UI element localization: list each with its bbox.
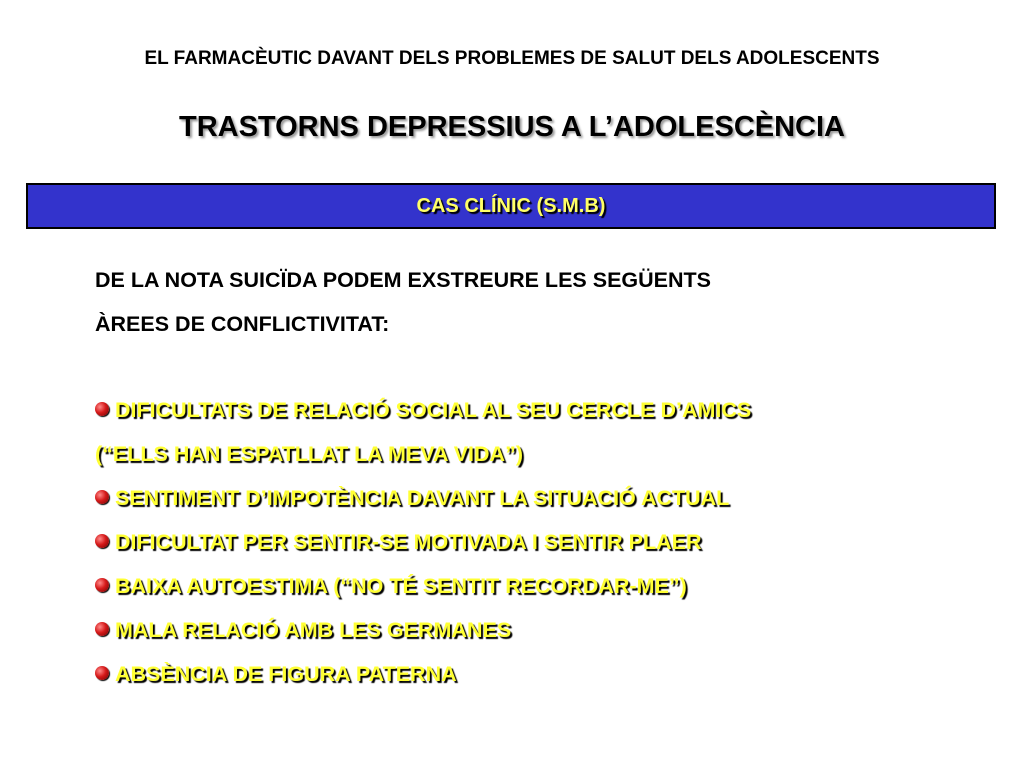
list-item xyxy=(95,564,995,608)
intro-line-1: DE LA NOTA SUICÏDA PODEM EXSTREURE LES SEGÜENTS xyxy=(95,268,711,292)
list-item-text: SENTIMENT D’IMPOTÈNCIA DAVANT LA SITUACIÓ ACTUAL xyxy=(115,486,730,510)
intro-line-2: ÀREES DE CONFLICTIVITAT: xyxy=(95,312,390,336)
bullet-icon xyxy=(95,622,109,636)
slide-header: EL FARMACÈUTIC DAVANT DELS PROBLEMES DE SALUT DELS ADOLESCENTS xyxy=(144,48,880,69)
list-item-text: DIFICULTAT PER SENTIR-SE MOTIVADA I SENTIR PLAER xyxy=(115,530,702,554)
list-item-text: BAIXA AUTOESTIMA (“NO TÉ SENTIT RECORDAR-ME”) xyxy=(115,574,687,598)
list-item xyxy=(95,652,995,696)
list-item-continuation: (“ELLS HAN ESPATLLAT LA MEVA VIDA”) xyxy=(95,442,523,466)
bullet-icon xyxy=(95,578,109,592)
list-item xyxy=(95,520,995,564)
intro-text xyxy=(95,258,975,346)
list-item xyxy=(95,476,995,520)
list-item-text: ABSÈNCIA DE FIGURA PATERNA xyxy=(115,662,457,686)
slide-title: TRASTORNS DEPRESSIUS A L’ADOLESCÈNCIA xyxy=(178,111,845,143)
case-banner xyxy=(26,183,996,229)
bullet-icon xyxy=(95,402,109,416)
case-banner-label: CAS CLÍNIC (S.M.B) xyxy=(416,194,606,217)
list-item xyxy=(95,608,995,652)
bullet-icon xyxy=(95,534,109,548)
bullet-icon xyxy=(95,666,109,680)
conflict-list xyxy=(95,388,995,696)
list-item-text: MALA RELACIÓ AMB LES GERMANES xyxy=(115,618,512,642)
bullet-icon xyxy=(95,490,109,504)
list-item-text: DIFICULTATS DE RELACIÓ SOCIAL AL SEU CERCLE D’AMICS xyxy=(115,398,752,422)
list-item xyxy=(95,388,995,432)
